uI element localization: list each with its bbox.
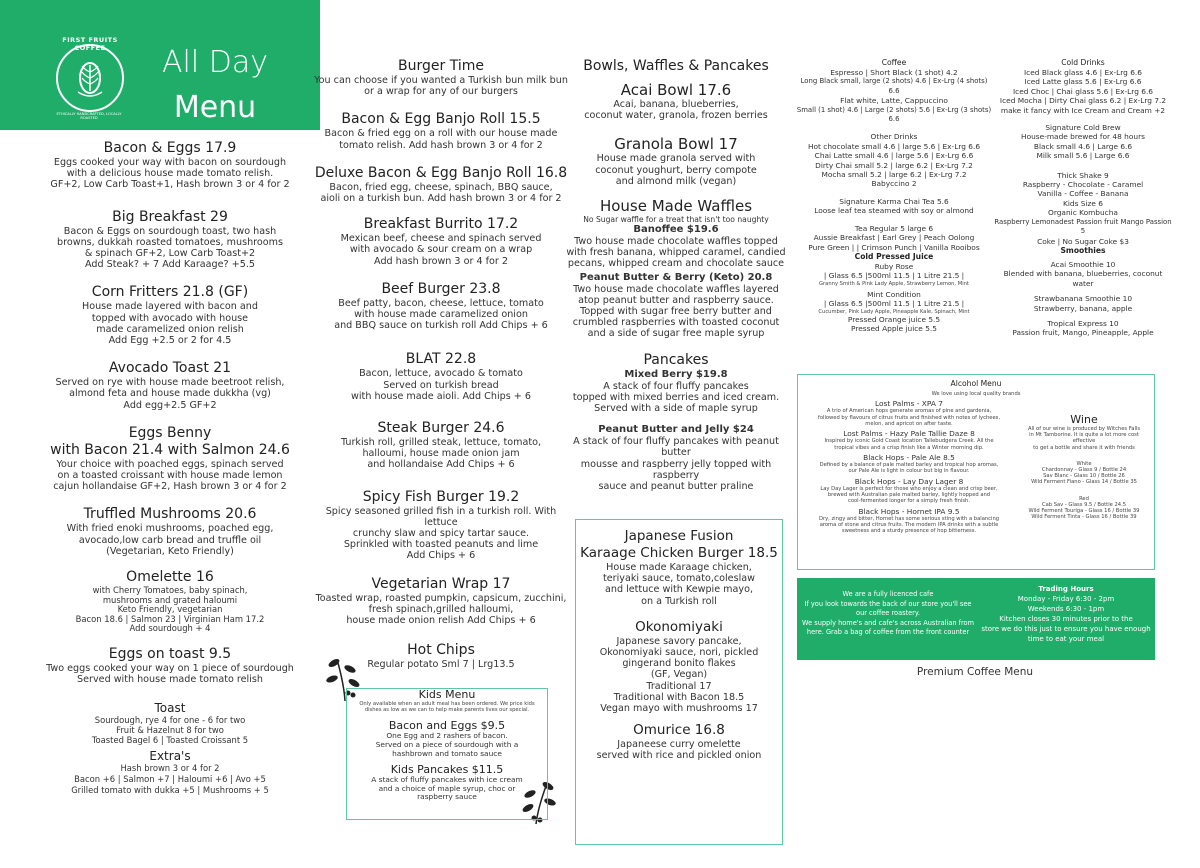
trading-hours: Trading Hours Monday - Friday 6:30 - 2pm Weekends 6:30 - 1pm Kitchen closes 30 minutes prior to the store we do this just to ensure you have enough time to eat your meal (981, 585, 1151, 643)
item-title: Deluxe Bacon & Egg Banjo Roll 16.8 (314, 164, 568, 181)
section-title: House Made Waffles (599, 197, 753, 216)
section-title: Wine (1070, 413, 1098, 426)
section-title: Kids Menu (418, 688, 476, 701)
beer-name: Lost Palms - XPA 7 (875, 399, 943, 408)
item-title: Truffled Mushrooms 20.6 (83, 506, 257, 523)
menu-item-eggs-toast: Eggs on toast 9.5 Two eggs cooked your way on 1 piece of sourdough Served with house made tomato relish (36, 646, 304, 685)
item-title: Extra's (149, 749, 191, 764)
column-breakfast (36, 140, 304, 796)
item-title: Big Breakfast 29 (112, 208, 228, 225)
item-title: Omelette 16 (126, 569, 214, 586)
item-title: Bacon & Eggs 17.9 (103, 140, 237, 156)
menu-item: Granola Bowl 17 House made granola served with coconut youghurt, berry compote and almond milk (vegan) (560, 135, 792, 187)
japanese-fusion-box: Japanese Fusion Karaage Chicken Burger 18.5 House made Karaage chicken, teriyaki sauce, tomato,coleslaw and lettuce with Kewpie mayo, on a Turkish roll Okonomiyaki Japanese savory pancake, Okonomiyaki sauce, nori, pickled gingerand bonito flakes (GF, Vegan) Traditional 17 Traditional with Bacon 18.5 Vegan mayo with mushrooms 17 Omurice 16.8 Japaneese curry omelette served with rice and pickled onion (575, 519, 783, 845)
menu-item: Steak Burger 24.6 Turkish roll, grilled steak, lettuce, tomato, halloumi, house made onion jam and hollandaise Add Chips + 6 (312, 420, 570, 471)
page-title-line2: Menu (173, 90, 257, 125)
section-title: Coffee (881, 58, 907, 67)
menu-item: Corn Fritters 21.8 (GF) House made layered with bacon and topped with avocado with house made caramelized onion relish Add Egg +2.5 or 2 for 4.5 (36, 284, 304, 346)
item-title: Okonomiyaki (635, 618, 723, 635)
beer-list: Lost Palms - XPA 7 A trio of American hops generate aromas of pine and gardenia, followed by flavours of citrus fruits and finished with notes of lychees, melon, and apricot on after taste. Lost Palms - Hazy Pale Tallie Daze 8 Inspired by iconic Gold Coast location Tallebudgera Creek. All the tropical vibes and a crisp finish like a Winter morning dip. Black Hops - Pale Ale 8.5 Defined by a balance of pale malted barley and tropical hop aromas, our Pale Ale is light in colour but big in flavour. Black Hops - Lay Day Lager 8 Lay Day Lager is perfect for those who enjoy a clean and crisp beer, brewed with Australian pale malted barley, lightly hopped and cool-fermented longer for a simply fresh finish. Black Hops - Hornet IPA 9.5 Dry, zingy and bitter, Hornet has some serious sting with a balancing aroma of stone and citrus fruits. The modern IPA drinks with a subtle sweetness and a sturdy presence of hop bitterness. (804, 399, 1014, 535)
item-title: Banoffee $19.6 (633, 224, 719, 236)
coffee-section: Coffee Espresso | Short Black (1 shot) 4.2 Long Black small, large (2 shots) 4.6 | Ex-Lrg (4 shots) 6.6 Flat white, Latte, Cappuccino Small (1 shot) 4.6 | Large (2 shots) 5.6 | Ex-Lrg (3 shots) 6.6 Other Drinks Hot chocolate small 4.6 | large 5.6 | Ex-Lrg 6.6 Chai Latte small 4.6 | large 5.6 | Ex-Lrg 6.6 Dirty Chai small 5.2 | large 6.2 | Ex-Lrg 7.2 Mocha small 5.2 | large 6.2 | Ex-Lrg 7.2 Babyccino 2 Signature Karma Chai Tea 5.6 Loose leaf tea steamed with soy or almond Tea Regular 5 large 6 Aussie Breakfast | Earl Grey | Peach Oolong Pure Green | | Crimson Punch | Vanilla Rooibos Cold Pressed Juice Ruby Rose | Glass 6.5 |500ml 11.5 | 1 Litre 21.5 | Granny Smith & Pink Lady Apple, Strawberry Lemon, Mint Mint Condition | Glass 6.5 |500ml 11.5 | 1 Litre 21.5 | Cucumber, Pink Lady Apple, Pineapple Kale, Spinach, Mint Pressed Orange juice 5.5 Pressed Apple juice 5.5 (796, 58, 992, 334)
item-title: Mixed Berry $19.8 (624, 368, 728, 380)
menu-item: Bacon & Eggs 17.9 Eggs cooked your way with bacon on sourdough with a delicious house made tomato relish. GF+2, Low Carb Toast+1, Hash brown 3 or 4 for 2 (36, 140, 304, 191)
item-title: Steak Burger 24.6 (377, 420, 505, 437)
item-title: Omurice 16.8 (633, 722, 725, 739)
waffles-section: House Made Waffles No Sugar waffle for a treat that isn't too naughty Banoffee $19.6 Two house made chocolate waffles topped with fresh banana, whipped caramel, candied pecans, whipped cream and chocolate sauce Peanut Butter & Berry (Keto) 20.8 Two house made chocolate waffles layered atop peanut butter and raspberry sauce. Topped with sugar free berry butter and crumbled raspberries with toasted coconut and a side of sugar free maple syrup (560, 197, 792, 340)
item-title: Eggs Benny (128, 424, 212, 441)
menu-item: Breakfast Burrito 17.2 Mexican beef, cheese and spinach served with avocado & sour cream on a wrap Add hash brown 3 or 4 for 2 (312, 216, 570, 267)
item-title: Hot Chips (407, 642, 475, 659)
menu-intro: Burger Time You can choose if you wanted a Turkish bun milk bun or a wrap for any of our burgers (312, 58, 570, 97)
beer-name: Black Hops - Lay Day Lager 8 (854, 476, 964, 486)
beer-name: Black Hops - Hornet IPA 9.5 (858, 506, 960, 516)
item-title: Beef Burger 23.8 (381, 280, 501, 297)
logo (56, 44, 124, 112)
logo-subtext: ETHICALLY HANDCRAFTED, LOCALLY ROASTED (56, 112, 122, 120)
beer-name: Black Hops - Pale Ale 8.5 (863, 452, 955, 462)
item-title: Toast (154, 701, 186, 716)
section-title: Alcohol Menu (950, 379, 1002, 388)
item-title: Eggs on toast 9.5 (108, 646, 232, 663)
item-title: BLAT 22.8 (405, 351, 477, 368)
coffee-leaf-icon (58, 46, 122, 110)
menu-item: Hot Chips Regular potato Sml 7 | Lrg13.5 (312, 642, 570, 670)
menu-item-toast: Toast Sourdough, rye 4 for one - 6 for two Fruit & Hazelnut 8 for two Toasted Bagel 6 | Toasted Croissant 5 (36, 701, 304, 745)
item-title: Granola Bowl 17 (614, 135, 738, 154)
item-title: Bacon & Egg Banjo Roll 15.5 (341, 111, 541, 128)
item-title: Peanut Butter and Jelly $24 (598, 424, 754, 436)
section-title: Bowls, Waffles & Pancakes (583, 58, 769, 74)
cold-drinks-section: Cold Drinks Iced Black glass 4.6 | Ex-Lrg 6.6 Iced Latte glass 5.6 | Ex-Lrg 6.6 Iced Choc | Chai glass 5.6 | Ex-Lrg 6.6 Iced Mocha | Dirty Chai glass 6.2 | Ex-Lrg 7.2 make it fancy with Ice Cream and Cream +2 Signature Cold Brew House-made brewed for 48 hours Black small 4.6 | Large 6.6 Milk small 5.6 | Large 6.6 Thick Shake 9 Raspberry - Chocolate - Caramel Vanilla - Coffee - Banana Kids Size 6 Organic Kombucha Raspberry Lemonadest Passion fruit Mango Passion 5 Coke | No Sugar Coke $3 Smoothies Acai Smoothie 10 Blended with banana, blueberries, coconut water Strawbanana Smoothie 10 Strawberry, banana, apple Tropical Express 10 Passion fruit, Mango, Pineapple, Apple (992, 58, 1174, 338)
column-burgers (312, 58, 570, 670)
item-title: Avocado Toast 21 (108, 360, 232, 377)
section-title: Pancakes (643, 351, 709, 368)
section-title: Japanese Fusion (624, 528, 734, 544)
item-title: Corn Fritters 21.8 (GF) (91, 284, 249, 301)
menu-item: Acai Bowl 17.6 Acai, banana, blueberries, coconut water, granola, frozen berries (560, 81, 792, 121)
item-title: Karaage Chicken Burger 18.5 (580, 545, 778, 561)
column-bowls-waffles (560, 58, 792, 492)
item-title: Kids Pancakes $11.5 (390, 762, 504, 776)
licensed-info: We are a fully licenced cafe If you look towards the back of our store you'll see our coffee roastery. We supply home's and cafe's across Australian from here. Grab a bag of coffee from the front counter (801, 590, 975, 637)
menu-item-extras: Extra's Hash brown 3 or 4 for 2 Bacon +6 | Salmon +7 | Haloumi +6 | Avo +5 Grilled tomato with dukka +5 | Mushrooms + 5 (36, 749, 304, 796)
wine-list: Wine All of our wine is produced by Witches Falls in Mt Tamborine. It is quite a lot more cost effective to get a bottle and share it with friends White Chardonnay - Glass 9 / Bottle 24 Sav Blanc - Glass 10 / Bottle 26 Wild Ferment Fiano - Glass 14 / Bottle 35 Red Cab Sav - Glass 9.5 / Bottle 24.5 Wild Ferment Touriga - Glass 16 / Bottle 39 Wild Ferment Tinta - Glass 16 / Bottle 39 (1018, 413, 1150, 520)
item-title: Acai Bowl 17.6 (620, 81, 732, 99)
menu-item: Spicy Fish Burger 19.2 Spicy seasoned grilled fish in a turkish roll. With lettuce crunchy slaw and spicy tartar sauce. Sprinkled with toasted peanuts and lime Add Chips + 6 (312, 489, 570, 562)
menu-item: Beef Burger 23.8 Beef patty, bacon, cheese, lettuce, tomato with house made caramelized onion and BBQ sauce on turkish roll Add Chips + 6 (312, 281, 570, 332)
section-title: Other Drinks (870, 132, 918, 142)
menu-item: Bacon and Eggs $9.5 One Egg and 2 rashers of bacon. Served on a piece of sourdough with a hashbrown and tomato sauce (347, 719, 547, 758)
section-title: Signature Cold Brew (1045, 123, 1121, 133)
section-title: Trading Hours (1038, 585, 1094, 593)
menu-item-omelette: Omelette 16 with Cherry Tomatoes, baby spinach, mushrooms and grated haloumi Keto Friendly, vegetarian Bacon 18.6 | Salmon 23 | Virginian Ham 17.2 Add sourdough + 4 (36, 569, 304, 634)
menu-item: Bacon & Egg Banjo Roll 15.5 Bacon & fried egg on a roll with our house made tomato relish. Add hash brown 3 or 4 for 2 (312, 111, 570, 150)
item-title: Peanut Butter & Berry (Keto) 20.8 (579, 271, 773, 283)
beer-name: Lost Palms - Hazy Pale Tallie Daze 8 (843, 429, 975, 439)
menu-item: Deluxe Bacon & Egg Banjo Roll 16.8 Bacon, fried egg, cheese, spinach, BBQ sauce, aioli on a turkish bun. Add hash brown 3 or 4 for 2 (312, 165, 570, 204)
menu-item: Big Breakfast 29 Bacon & Eggs on sourdough toast, two hash browns, dukkah roasted tomatoes, mushrooms & spinach GF+2, Low Carb Toast+2 Add Steak? + 7 Add Karaage? +5.5 (36, 209, 304, 271)
alcohol-menu-box: Alcohol Menu We love using local quality brands Lost Palms - XPA 7 A trio of American hops generate aromas of pine and gardenia, followed by flavours of citrus fruits and finished with notes of lychees, melon, and apricot on after taste. Lost Palms - Hazy Pale Tallie Daze 8 Inspired by iconic Gold Coast location Tallebudgera Creek. All the tropical vibes and a crisp finish like a Winter morning dip. Black Hops - Pale Ale 8.5 Defined by a balance of pale malted barley and tropical hop aromas, our Pale Ale is light in colour but big in flavour. Black Hops - Lay Day Lager 8 Lay Day Lager is perfect for those who enjoy a clean and crisp beer, brewed with Australian pale malted barley, lightly hopped and cool-fermented longer for a simply fresh finish. Black Hops - Hornet IPA 9.5 Dry, zingy and bitter, Hornet has some serious sting with a balancing aroma of stone and citrus fruits. The modern IPA drinks with a subtle sweetness and a sturdy presence of hop bitterness. Wine All of our wine is produced by Witches Falls in Mt Tamborine. It is quite a lot more cost effective to get a bottle and share it with friends White Chardonnay - Glass 9 / Bottle 24 Sav Blanc - Glass 10 / Bottle 26 Wild Ferment Fiano - Glass 14 / Bottle 35 Red Cab Sav - Glass 9.5 / Bottle 24.5 Wild Ferment Touriga - Glass 16 / Bottle 39 Wild Ferment Tinta - Glass 16 / Bottle 39 (797, 374, 1155, 570)
menu-item: Kids Pancakes $11.5 A stack of fluffy pancakes with ice cream and a choice of maple syrup, choc or raspberry sauce (347, 763, 547, 802)
page-title-line1: All Day (162, 45, 268, 80)
item-title: Vegetarian Wrap 17 (371, 575, 511, 592)
section-title: Cold Drinks (1061, 58, 1105, 67)
section-title: Cold Pressed Juice (854, 251, 934, 261)
premium-coffee-menu-label: Premium Coffee Menu (916, 666, 1034, 678)
item-title: Spicy Fish Burger 19.2 (362, 488, 520, 505)
logo-text: FIRST FRUITS COFFEE (62, 36, 118, 52)
section-title: Smoothies (1060, 245, 1106, 255)
item-title: Bacon and Eggs $9.5 (388, 719, 506, 733)
menu-item: Truffled Mushrooms 20.6 With fried enoki mushrooms, poached egg, avocado,low carb bread and truffle oil (Vegetarian, Keto Friendly) (36, 506, 304, 557)
menu-item: Avocado Toast 21 Served on rye with house made beetroot relish, almond feta and house made dukkha (vg) Add egg+2.5 GF+2 (36, 360, 304, 411)
menu-item: Eggs Benny with Bacon 21.4 with Salmon 24.6 Your choice with poached eggs, spinach served on a toasted croissant with house made lemon cajun hollandaise GF+2, Hash brown 3 or 4 for 2 (36, 425, 304, 493)
menu-item: BLAT 22.8 Bacon, lettuce, avocado & tomato Served on turkish bread with house made aioli. Add Chips + 6 (312, 351, 570, 402)
item-title: Breakfast Burrito 17.2 (363, 216, 519, 233)
section-title: Burger Time (398, 58, 484, 74)
menu-item: Vegetarian Wrap 17 Toasted wrap, roasted pumpkin, capsicum, zucchini, fresh spinach,grilled halloumi, house made onion relish Add Chips + 6 (312, 576, 570, 627)
kids-menu-box: Kids Menu Only available when an adult meal has been ordered. We price kids dishes as low as we can to help make parents lives our special. Bacon and Eggs $9.5 One Egg and 2 rashers of bacon. Served on a piece of sourdough with a hashbrown and tomato sauce Kids Pancakes $11.5 A stack of fluffy pancakes with ice cream and a choice of maple syrup, choc or raspberry sauce (346, 688, 548, 820)
pancakes-section: Pancakes Mixed Berry $19.8 A stack of four fluffy pancakes topped with mixed berries and iced cream. Served with a side of maple syrup Peanut Butter and Jelly $24 A stack of four fluffy pancakes with peanut butter mousse and raspberry jelly topped with raspberry sauce and peanut butter praline (560, 352, 792, 493)
